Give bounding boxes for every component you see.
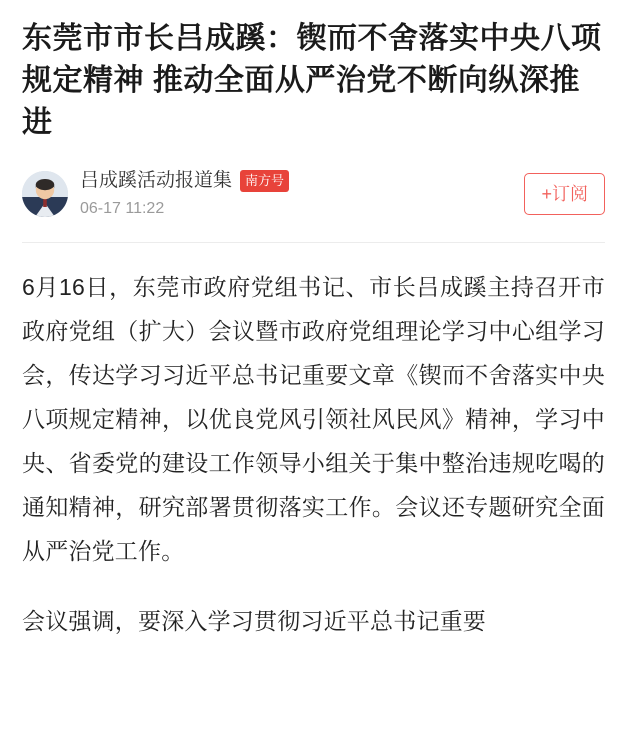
article-body [22,265,605,643]
source-line [80,169,524,193]
source-info [80,169,524,219]
status-badge: 南方号 [240,170,289,192]
paragraph: 6月16日，东莞市政府党组书记、市长吕成蹊主持召开市政府党组（扩大）会议暨市政府党组理论学习中心组学习会，传达学习习近平总书记重要文章《锲而不舍落实中央八项规定精神，以优良党风引领社风民风》精神，学习中央、省委党的建设工作领导小组关于集中整治违规吃喝的通知精神，研究部署贯彻落实工作。会议还专题研究全面从严治党工作。 [22,274,605,564]
subscribe-button[interactable]: +订阅 [524,173,605,215]
article-meta-row [22,166,605,222]
page-title: 东莞市市长吕成蹊：锲而不舍落实中央八项规定精神 推动全面从严治党不断向纵深推进 [22,22,602,139]
divider [22,242,605,243]
avatar[interactable] [22,171,68,217]
publish-time: 06-17 11:22 [80,200,165,217]
author-portrait-icon [22,171,68,217]
source-name[interactable]: 吕成蹊活动报道集 [80,170,233,191]
paragraph: 会议强调，要深入学习贯彻习近平总书记重要 [22,608,486,634]
